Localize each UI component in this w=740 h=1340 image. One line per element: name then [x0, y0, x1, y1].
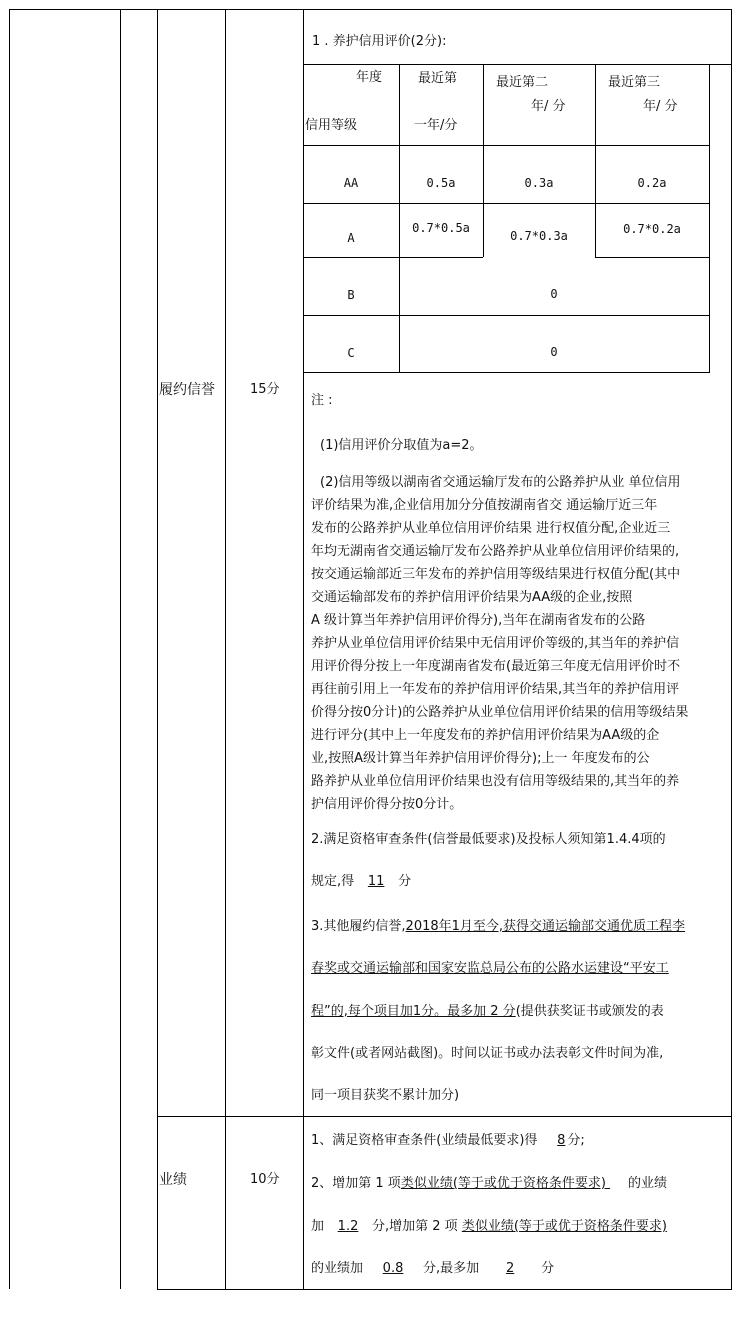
header-col3-line2: 年/ 分 — [643, 99, 678, 114]
perf-line3-mid: 分,增加第 2 项 — [372, 1219, 462, 1234]
item3-max-score: 程”的,每个项目加1分。最多加 2 分 — [311, 1004, 516, 1019]
item3-proof-note: (提供获奖证书或颁发的表 — [515, 1004, 664, 1019]
item2-score-blank — [354, 874, 398, 890]
note-2-line: A 级计算当年养护信用评价得分),当年在湖南省发布的公路 — [311, 613, 646, 628]
header-col2-line1: 最近第二 — [496, 75, 549, 90]
note-2-line: 交通运输部发布的养护信用评价结果为AA级的企业,按照 — [311, 590, 633, 605]
perf-line2-prefix: 2、增加第 1 项 — [311, 1176, 401, 1191]
inner-table-row2 — [303, 203, 710, 204]
grid-line-row-split — [157, 1116, 732, 1117]
inner-table-row3b — [595, 257, 710, 258]
perf-line3 — [311, 1219, 667, 1235]
perf-line4 — [311, 1261, 554, 1277]
aa-year2: 0.3a — [524, 176, 554, 190]
perf-line2-similar: 类似业绩(等于或优于资格条件要求) — [400, 1176, 606, 1191]
item2-suffix: 分 — [398, 874, 412, 889]
item3-text-underlined: 2018年1月至今,获得交通运输部交通优质工程李 — [405, 919, 686, 934]
grid-line-col4 — [225, 9, 226, 1290]
perf-line4-suffix: 分 — [541, 1261, 555, 1276]
perf-line2-suffix: 的业绩 — [627, 1176, 667, 1191]
perf-line2-blank — [606, 1176, 628, 1192]
note-2 — [311, 471, 729, 816]
inner-table-col1 — [399, 64, 400, 373]
note-2-line: 按交通运输部近三年发布的养护信用等级结果进行权值分配(其中 — [311, 567, 681, 582]
note-2-line: 用评价得分按上一年度湖南省发布(最近第三年度无信用评价时不 — [311, 659, 681, 674]
inner-table-row3a — [303, 257, 483, 258]
perf-line3-value: 1.2 — [337, 1219, 359, 1234]
grade-b: B — [347, 288, 355, 302]
c-score: 0 — [550, 345, 558, 359]
note-2-line: 护信用评价得分按0分计。 — [311, 797, 463, 812]
grid-line-top — [9, 9, 732, 10]
item3-line2: 春奖或交通运输部和国家安监总局公布的公路水运建设“平安工 — [311, 961, 669, 976]
perf-line2 — [311, 1176, 667, 1192]
item3-line1 — [311, 919, 685, 935]
item3-intro: 3.其他履约信誉, — [311, 919, 406, 934]
aa-year3: 0.2a — [637, 176, 667, 190]
perf-line3-blank — [324, 1219, 372, 1235]
category-performance: 业绩 — [159, 1172, 187, 1188]
note-2-line: (2)信用等级以湖南省交通运输厅发布的公路养护从业 单位信用 — [320, 475, 681, 490]
a-year1: 0.7*0.5a — [412, 221, 470, 235]
note-1: (1)信用评价分取值为a=2。 — [320, 438, 483, 453]
item2-score-value: 11 — [367, 874, 385, 889]
perf-line1-value: 8 — [557, 1133, 566, 1148]
grid-line-left — [9, 9, 10, 1289]
header-col2-line2: 年/ 分 — [531, 99, 566, 114]
note-2-line: 年均无湖南省交通运输厅发布公路养护从业单位信用评价结果的, — [311, 544, 680, 559]
note-2-line: 再往前引用上一年发布的养护信用评价结果,其当年的养护信用评 — [311, 682, 680, 697]
item2-prefix: 规定,得 — [311, 874, 355, 889]
note-2-line: 养护从业单位信用评价结果中无信用评价等级的,其当年的养护信 — [311, 636, 680, 651]
inner-table-row4 — [303, 315, 710, 316]
note-2-line: 业,按照A级计算当年养护信用评价得分);上一 年度发布的公 — [311, 751, 650, 766]
inner-table-bottom — [303, 372, 710, 373]
note-2-line: 发布的公路养护从业单位信用评价结果 进行权值分配,企业近三 — [311, 521, 671, 536]
note-2-line: 进行评分(其中上一年度发布的养护信用评价结果为AA级的企 — [311, 728, 660, 743]
item3-line3 — [311, 1004, 664, 1020]
grid-line-bottom — [157, 1289, 732, 1290]
grid-line-col3 — [157, 9, 158, 1290]
perf-line1-prefix: 1、满足资格审查条件(业绩最低要求)得 — [311, 1133, 538, 1148]
item2-line2 — [311, 874, 411, 890]
header-col3-line1: 最近第三 — [608, 75, 661, 90]
score-credit: 15分 — [250, 382, 280, 397]
aa-year1: 0.5a — [426, 176, 456, 190]
perf-line4-blank2 — [479, 1261, 541, 1277]
header-grade: 信用等级 — [305, 118, 358, 133]
grade-a: A — [347, 231, 355, 245]
grade-aa: AA — [343, 176, 359, 190]
score-performance: 10分 — [250, 1172, 280, 1187]
note-2-line: 路养护从业单位信用评价结果也没有信用等级结果的,其当年的养 — [311, 774, 680, 789]
b-score: 0 — [550, 287, 558, 301]
inner-table-col4 — [709, 64, 710, 373]
header-year: 年度 — [356, 70, 383, 85]
item3-line5: 同一项目获奖不累计加分) — [311, 1088, 460, 1103]
perf-line4-blank — [363, 1261, 423, 1277]
perf-line4-value: 0.8 — [382, 1261, 404, 1276]
grade-c: C — [347, 346, 355, 360]
perf-line4-prefix: 的业绩加 — [311, 1261, 364, 1276]
note-label: 注 : — [311, 393, 333, 408]
item3-line4: 彰文件(或者网站截图)。时间以证书或办法表彰文件时间为准, — [311, 1046, 664, 1061]
inner-table-top — [303, 64, 731, 65]
header-col1-line1: 最近第 — [418, 71, 458, 86]
grid-line-right — [731, 9, 732, 1290]
perf-line1-blank — [537, 1133, 567, 1149]
category-credit: 履约信誉 — [159, 382, 215, 398]
perf-line4-mid: 分,最多加 — [423, 1261, 480, 1276]
grid-line-col2 — [120, 9, 121, 1289]
grid-line-col5 — [303, 9, 304, 1290]
header-col1-line2: 一年/分 — [414, 118, 458, 133]
item2-line1: 2.满足资格审查条件(信誉最低要求)及投标人须知第1.4.4项的 — [311, 832, 666, 847]
perf-line1-suffix: 分; — [567, 1133, 585, 1148]
perf-line3-similar: 类似业绩(等于或优于资格条件要求) — [461, 1219, 667, 1234]
a-year2: 0.7*0.3a — [510, 229, 568, 243]
note-2-line: 价得分按0分计)的公路养护从业单位信用评价结果的信用等级结果 — [311, 705, 689, 720]
perf-line1 — [311, 1133, 585, 1149]
note-2-line: 评价结果为准,企业信用加分分值按湖南省交 通运输厅近三年 — [311, 498, 658, 513]
perf-line4-max: 2 — [506, 1261, 515, 1276]
credit-heading: 1 . 养护信用评价(2分): — [312, 34, 447, 49]
a-year3: 0.7*0.2a — [623, 222, 681, 236]
perf-line3-prefix: 加 — [311, 1219, 325, 1234]
inner-table-row1 — [303, 145, 710, 146]
